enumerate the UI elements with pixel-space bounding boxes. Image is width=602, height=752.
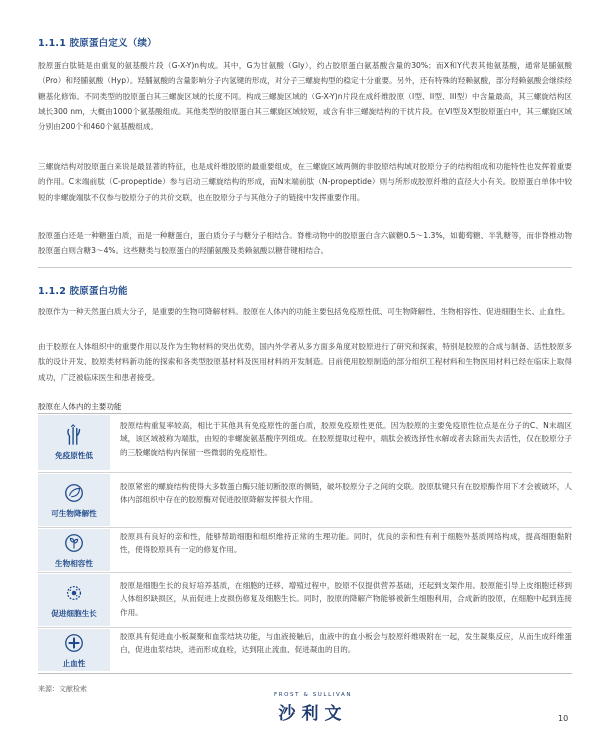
- paragraph-glycoprotein: 胶原蛋白还是一种糖蛋白质，而是一种糖蛋白，蛋白质分子与糖分子相结合。脊椎动物中的胶原蛋白含六碳糖0.5～1.3%，如葡萄糖、半乳糖等，而非脊椎动物胶原蛋白则含糖3～4%。这些糖类与胶原蛋白的羟脯氨酸及类赖氨酸以糖苷键相结合。: [38, 231, 572, 256]
- cell-icon: [63, 582, 85, 604]
- row-label: 免疫原性低: [55, 451, 93, 460]
- row-divider: [38, 572, 572, 573]
- hand-icon: [63, 424, 85, 446]
- section-heading-definition: 1.1.1 胶原蛋白定义（续）: [38, 38, 157, 49]
- table-bottom-rule: [38, 673, 572, 674]
- brand-logo: [258, 692, 368, 724]
- icon-cell: [38, 415, 110, 470]
- table-row: [38, 415, 572, 470]
- page-number: 10: [558, 714, 569, 723]
- first-aid-icon: [63, 632, 85, 654]
- table-row: [38, 574, 572, 626]
- row-description: 胶原是细胞生长的良好培养基质，在细胞的迁移、增殖过程中，胶原不仅提供营养基础，还起到支架作用。胶原能引导上皮细胞迁移到人体组织缺损区，从而促进上皮损伤修复及细胞生长。同时，胶原的降解产物能够被新生细胞利用，合成新的胶原，在细胞中起到连接作用。: [120, 581, 572, 617]
- brand-chinese: 沙利文: [278, 704, 348, 724]
- icon-cell: [38, 529, 110, 571]
- row-description: 胶原紧密的螺旋结构使得大多数蛋白酶只能切断胶原的侧链，破坏胶原分子之间的交联。胶原肽键只有在胶原酶作用下才会被破坏，人体内部组织中存在的胶原酶对促进胶原降解发挥很大作用。: [120, 482, 572, 505]
- bio-leaf-icon: [63, 482, 85, 504]
- brand-english: FROST & SULLIVAN: [273, 692, 353, 698]
- row-description: 胶原具有良好的亲和性，能够帮助细胞和组织维持正常的生理功能。同时，优良的亲和性有利于细胞外基质网络构成，提高细胞黏附性，使得胶原具有一定的修复作用。: [120, 532, 572, 555]
- row-label: 可生物降解性: [51, 508, 97, 518]
- row-description: 胶原结构重复率较高，相比于其他具有免疫原性的蛋白质，胶原免疫原性更低。因为胶原的主要免疫原性位点是在分子的C、N末端区域，该区域被称为端肽，由短的非螺旋氨基酸序列组成。在胶原提取过程中，端肽会被选择性水解或者去除而失去活性，仅在胶原分子的三股螺旋结构内保留一些微弱的免疫原性。: [120, 421, 572, 457]
- paragraph-function-intro: 胶原作为一种天然蛋白质大分子，是重要的生物可降解材料。胶原在人体内的功能主要包括免疫原性低、可生物降解性、生物相容性、促进细胞生长、止血性。: [38, 307, 570, 316]
- icon-cell: [38, 574, 110, 626]
- row-divider: [38, 472, 572, 473]
- table-row: [38, 474, 572, 526]
- icon-cell: [38, 629, 110, 671]
- row-divider: [38, 527, 572, 528]
- section-heading-function: 1.1.2 胶原蛋白功能: [38, 286, 128, 297]
- row-label: 促进细胞生长: [51, 608, 97, 618]
- icon-cell: [38, 474, 110, 526]
- paragraph-research-application: 由于胶原在人体组织中的重要作用以及作为生物材料的突出优势，国内外学者从多方面多角度对胶原进行了研究和探索，特别是胶原的合成与制备、活性胶原多肽的设计开发、胶原类材料新功能的探索和各类型胶原基材料及医用材料的开发制造。目前使用胶原制造的部分组织工程材料和生物医用材料已经在临床上取得成功，广泛被临床医生和患者接受。: [38, 342, 572, 382]
- row-label: 止血性: [62, 658, 86, 668]
- source-note: 来源：文献检索: [38, 685, 87, 693]
- table-row: [38, 629, 572, 671]
- section-divider: [38, 267, 572, 268]
- sprout-icon: [63, 532, 85, 554]
- row-description: 胶原具有促进血小板凝聚和血浆结块功能，与血液接触后，血液中的血小板会与胶原纤维吸附在一起，发生凝集反应，从而生成纤维蛋白，促进血浆结块，进而形成血栓，达到阻止流血、促进凝血的目的。: [120, 632, 572, 655]
- paragraph-triple-helix: 三螺旋结构对胶原蛋白来说是最显著的特征，也是成纤维胶原的最重要组成，在三螺旋区域两侧的非胶原结构域对胶原分子的结构组成和功能特性也发挥着重要的作用。C末端前肽（C-propeptide）参与启动三螺旋结构的形成，而N末端前肽（N-propeptide）则与所形成胶原纤维的直径大小有关。胶原蛋白单体中较短的非螺旋端肽不仅参与胶原分子的共价交联，也在胶原分子与其他分子的链接中发挥重要作用。: [38, 162, 572, 202]
- table-top-rule: [38, 413, 572, 414]
- table-title: 胶原在人体内的主要功能: [38, 402, 122, 411]
- row-label: 生物相容性: [55, 558, 93, 568]
- table-row: [38, 529, 572, 571]
- paragraph-peptide-structure: 胶原蛋白肽链是由重复的氨基酸片段（G-X-Y)n构成。其中，G为甘氨酸（Gly），约占胶原蛋白氨基酸含量的30%；而X和Y代表其他氨基酸，通常是脯氨酸（Pro）和羟脯氨酸（Hyp）。羟脯氨酸的含量影响分子内氢键的形成，对分子三螺旋构型的稳定十分重要。另外，还有特殊的羟赖氨酸，部分羟赖氨酸会继续经糖基化修饰。不同类型的胶原蛋白其三螺旋区域的长度不同。构成三螺旋区域的（G-X-Y)n片段在成纤维胶原（I型、II型、III型）中含量最高，其三螺旋结构区域长300 nm，大概由1000个氨基酸组成。其他类型的胶原蛋白其三螺旋区域较短，或含有非三螺旋结构的干扰片段。在VI型及X型胶原蛋白中，其三螺旋区域分别由200个和460个氨基酸组成。: [38, 61, 572, 132]
- row-divider: [38, 627, 572, 628]
